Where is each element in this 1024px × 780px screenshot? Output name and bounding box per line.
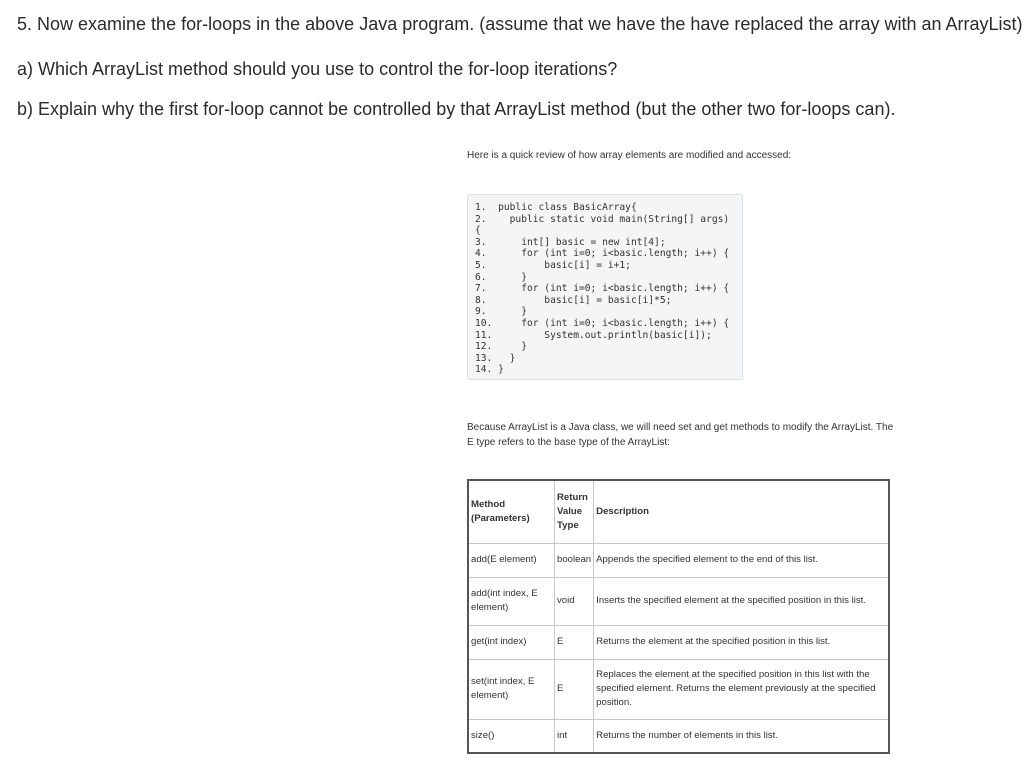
cell-return: boolean <box>555 543 594 577</box>
cell-description: Replaces the element at the specified position in this list with the specified element. Returns the element previously at the specified position. <box>594 659 889 719</box>
cell-return: void <box>555 577 594 625</box>
table-row <box>468 577 889 625</box>
cell-description: Appends the specified element to the end of this list. <box>594 543 889 577</box>
arraylist-paragraph: Because ArrayList is a Java class, we will need set and get methods to modify the ArrayList. The E type refers to the base type of the ArrayList: <box>467 422 894 448</box>
code-line: 9. } <box>475 306 527 318</box>
review-intro: Here is a quick review of how array elements are modified and accessed: <box>467 150 792 161</box>
code-line: 12. } <box>475 341 527 353</box>
code-line: 13. } <box>475 352 516 364</box>
cell-return: E <box>555 625 594 659</box>
cell-method: size() <box>468 719 555 753</box>
cell-return: E <box>555 659 594 719</box>
cell-description: Inserts the specified element at the specified position in this list. <box>594 577 889 625</box>
cell-method: add(E element) <box>468 543 555 577</box>
cell-method: get(int index) <box>468 625 555 659</box>
question-5: 5. Now examine the for-loops in the above Java program. (assume that we have the have replaced the array with an ArrayList) <box>17 14 1023 34</box>
table-row <box>468 719 889 753</box>
code-block <box>467 194 743 380</box>
cell-method: set(int index, E element) <box>468 659 555 719</box>
table-row <box>468 625 889 659</box>
code-line: 5. basic[i] = i+1; <box>475 259 631 271</box>
header-method: Method (Parameters) <box>468 480 555 543</box>
table-row <box>468 659 889 719</box>
code-line: 4. for (int i=0; i<basic.length; i++) { <box>475 248 730 260</box>
cell-return: int <box>555 719 594 753</box>
code-line: { <box>475 225 481 237</box>
code-line: 7. for (int i=0; i<basic.length; i++) { <box>475 283 730 295</box>
code-line: 2. public static void main(String[] args) <box>475 213 730 225</box>
table-row <box>468 543 889 577</box>
code-line: 1. public class BasicArray{ <box>475 202 637 213</box>
table-header-row <box>468 480 889 543</box>
code-line: 3. int[] basic = new int[4]; <box>475 236 666 248</box>
cell-method: add(int index, E element) <box>468 577 555 625</box>
header-description: Description <box>594 480 889 543</box>
header-return: Return Value Type <box>555 480 594 543</box>
code-line: 6. } <box>475 271 527 283</box>
question-b: b) Explain why the first for-loop cannot be controlled by that ArrayList method (but the other two for-loops can). <box>17 99 896 119</box>
code-line: 14. } <box>475 364 504 376</box>
cell-description: Returns the element at the specified position in this list. <box>594 625 889 659</box>
code-line: 8. basic[i] = basic[i]*5; <box>475 294 672 306</box>
arraylist-methods-table <box>467 479 890 754</box>
question-a: a) Which ArrayList method should you use to control the for-loop iterations? <box>17 59 618 79</box>
code-line: 11. System.out.println(basic[i]); <box>475 329 712 341</box>
code-line: 10. for (int i=0; i<basic.length; i++) { <box>475 317 730 329</box>
cell-description: Returns the number of elements in this list. <box>594 719 889 753</box>
